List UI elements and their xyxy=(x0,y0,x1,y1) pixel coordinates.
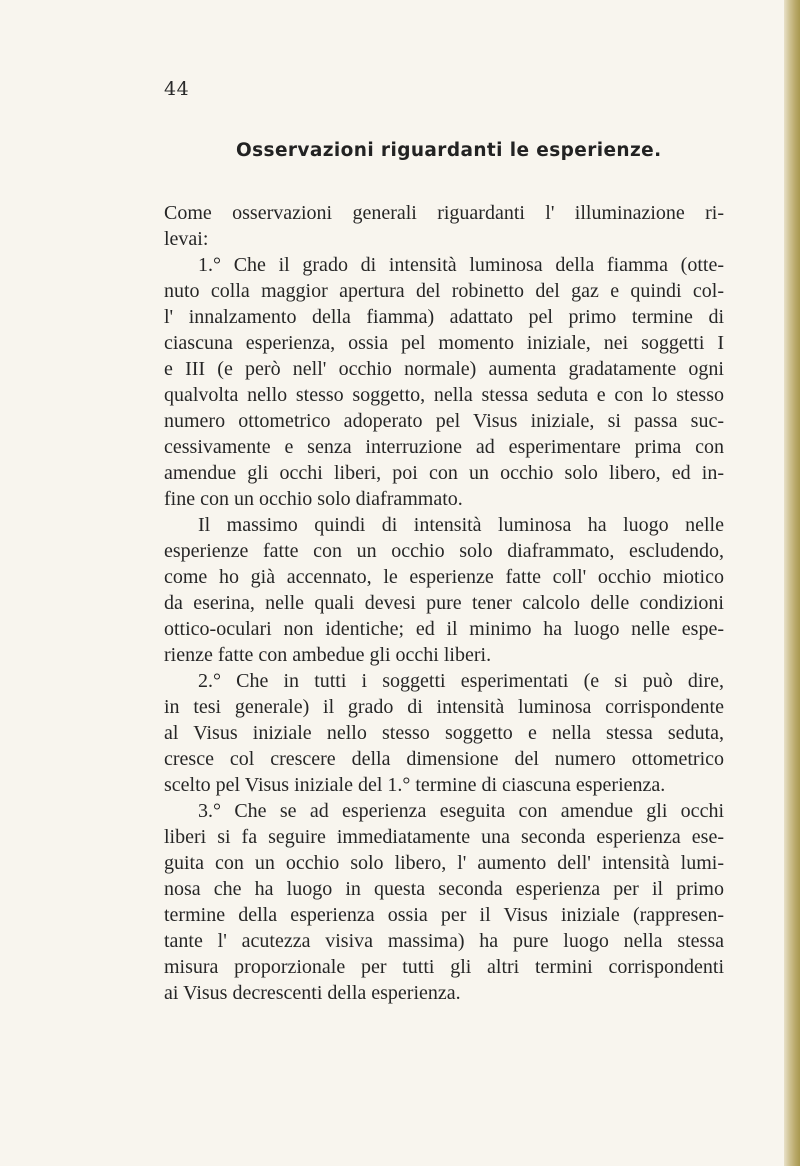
text-line: cessivamente e senza interruzione ad esperimentare prima con xyxy=(164,436,724,458)
text-line: ai Visus decrescenti della esperienza. xyxy=(164,982,461,1004)
text-line: Come osservazioni generali riguardanti l' illuminazione ri- xyxy=(164,202,724,224)
text-line: scelto pel Visus iniziale del 1.° termine di ciascuna esperienza. xyxy=(164,774,666,796)
text-line: misura proporzionale per tutti gli altri termini corrispondenti xyxy=(164,956,724,978)
text-line: termine della esperienza ossia per il Visus iniziale (rappresen- xyxy=(164,904,724,926)
text-line: qualvolta nello stesso soggetto, nella stessa seduta e con lo stesso xyxy=(164,384,724,406)
text-line: numero ottometrico adoperato pel Visus iniziale, si passa suc- xyxy=(164,410,724,432)
text-line: fine con un occhio solo diaframmato. xyxy=(164,488,463,510)
text-line: 2.° Che in tutti i soggetti esperimentati (e si può dire, xyxy=(198,670,724,692)
text-line: tante l' acutezza visiva massima) ha pure luogo nella stessa xyxy=(164,930,724,952)
text-line: Il massimo quindi di intensità luminosa ha luogo nelle xyxy=(198,514,724,536)
text-line: esperienze fatte con un occhio solo diaframmato, escludendo, xyxy=(164,540,724,562)
text-line: al Visus iniziale nello stesso soggetto e nella stessa seduta, xyxy=(164,722,724,744)
text-line: cresce col crescere della dimensione del numero ottometrico xyxy=(164,748,724,770)
text-line: guita con un occhio solo libero, l' aumento dell' intensità lumi- xyxy=(164,852,724,874)
text-line: ciascuna esperienza, ossia pel momento iniziale, nei soggetti I xyxy=(164,332,724,354)
text-line: liberi si fa seguire immediatamente una seconda esperienza ese- xyxy=(164,826,724,848)
text-line: amendue gli occhi liberi, poi con un occhio solo libero, ed in- xyxy=(164,462,724,484)
text-line: come ho già accennato, le esperienze fatte coll' occhio miotico xyxy=(164,566,724,588)
section-heading: Osservazioni riguardanti le esperienze. xyxy=(236,140,662,161)
body-text xyxy=(164,200,724,1006)
page-edge xyxy=(784,0,800,1166)
text-line: levai: xyxy=(164,228,209,250)
text-line: l' innalzamento della fiamma) adattato pel primo termine di xyxy=(164,306,724,328)
text-line: 1.° Che il grado di intensità luminosa della fiamma (otte- xyxy=(198,254,724,276)
text-line: rienze fatte con ambedue gli occhi liberi. xyxy=(164,644,492,666)
text-line: 3.° Che se ad esperienza eseguita con amendue gli occhi xyxy=(198,800,724,822)
text-line: nosa che ha luogo in questa seconda esperienza per il primo xyxy=(164,878,724,900)
text-line: in tesi generale) il grado di intensità luminosa corrispondente xyxy=(164,696,724,718)
page-number: 44 xyxy=(164,78,190,100)
text-line: da eserina, nelle quali devesi pure tener calcolo delle condizioni xyxy=(164,592,724,614)
text-line: e III (e però nell' occhio normale) aumenta gradatamente ogni xyxy=(164,358,724,380)
text-line: ottico-oculari non identiche; ed il minimo ha luogo nelle espe- xyxy=(164,618,724,640)
text-line: nuto colla maggior apertura del robinetto del gaz e quindi col- xyxy=(164,280,724,302)
